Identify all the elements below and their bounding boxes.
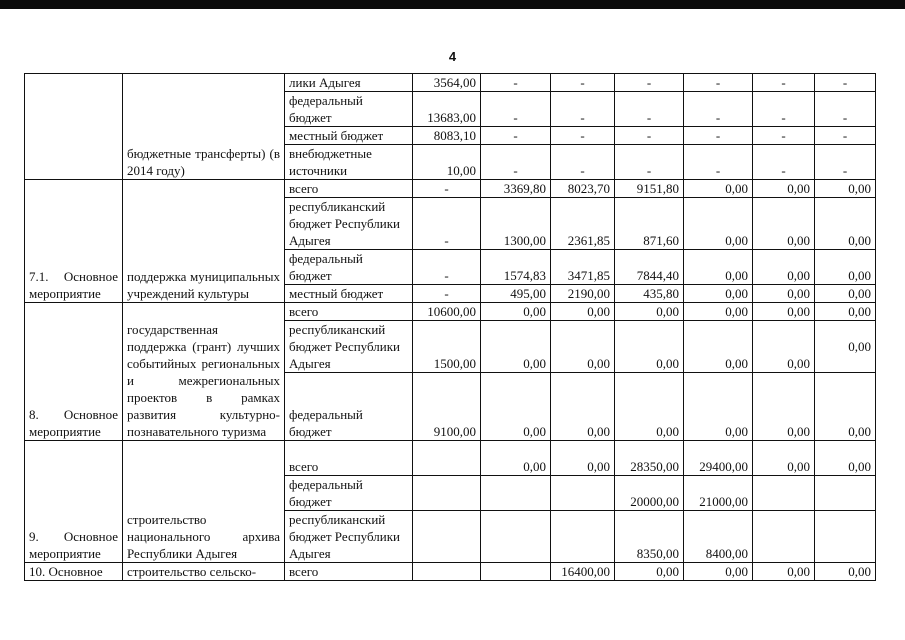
value-cell: - (753, 127, 815, 145)
source-cell: республиканский бюджет Республики Адыгея (285, 511, 413, 563)
value-cell: 0,00 (753, 373, 815, 441)
value-cell: - (551, 92, 615, 127)
value-cell: 0,00 (551, 373, 615, 441)
value-cell: 0,00 (481, 321, 551, 373)
value-cell: - (615, 145, 684, 180)
value-cell: 21000,00 (684, 476, 753, 511)
main-event-cell: 8. Основное мероприятие (25, 303, 123, 441)
scan-top-border (0, 0, 905, 9)
value-cell: 0,00 (815, 285, 876, 303)
table-row (25, 303, 876, 321)
value-cell: - (753, 74, 815, 92)
budget-table (24, 73, 876, 581)
value-cell: 0,00 (481, 373, 551, 441)
value-cell: 0,00 (684, 250, 753, 285)
value-cell: 0,00 (684, 303, 753, 321)
value-cell: 0,00 (753, 180, 815, 198)
value-cell: 8083,10 (413, 127, 481, 145)
main-event-cell: 9. Основное мероприятие (25, 441, 123, 563)
value-cell: 20000,00 (615, 476, 684, 511)
value-cell (413, 511, 481, 563)
value-cell: 0,00 (815, 180, 876, 198)
value-cell: 0,00 (551, 441, 615, 476)
value-cell (413, 476, 481, 511)
value-cell: 8350,00 (615, 511, 684, 563)
source-cell: лики Адыгея (285, 74, 413, 92)
value-cell (481, 476, 551, 511)
value-cell: 0,00 (615, 321, 684, 373)
source-cell: местный бюджет (285, 285, 413, 303)
value-cell: 871,60 (615, 198, 684, 250)
value-cell: 0,00 (815, 250, 876, 285)
source-cell: федеральный бюджет (285, 373, 413, 441)
value-cell: 0,00 (551, 303, 615, 321)
value-cell: 0,00 (684, 373, 753, 441)
source-cell: федеральный бюджет (285, 92, 413, 127)
value-cell: 2361,85 (551, 198, 615, 250)
value-cell: - (413, 180, 481, 198)
value-cell (481, 563, 551, 581)
value-cell: 0,00 (815, 441, 876, 476)
value-cell: 0,00 (815, 303, 876, 321)
value-cell: - (684, 145, 753, 180)
value-cell: - (615, 92, 684, 127)
table-row (25, 441, 876, 476)
value-cell: - (815, 92, 876, 127)
source-cell: местный бюджет (285, 127, 413, 145)
value-cell: 0,00 (753, 285, 815, 303)
value-cell: 28350,00 (615, 441, 684, 476)
value-cell: 0,00 (684, 180, 753, 198)
value-cell: 0,00 (815, 373, 876, 441)
value-cell (815, 511, 876, 563)
value-cell: 10600,00 (413, 303, 481, 321)
value-cell: - (753, 145, 815, 180)
source-cell: всего (285, 303, 413, 321)
table-row (25, 74, 876, 92)
value-cell: 0,00 (753, 250, 815, 285)
activity-cell: государственная поддержка (грант) лучших событийных региональных и межрегиональных проектов в рамках развития культурно-познавательного туризма (123, 303, 285, 441)
value-cell: - (413, 198, 481, 250)
value-cell: 435,80 (615, 285, 684, 303)
value-cell: - (551, 74, 615, 92)
value-cell: - (753, 92, 815, 127)
value-cell: - (815, 127, 876, 145)
value-cell (551, 511, 615, 563)
value-cell (413, 441, 481, 476)
value-cell: 9151,80 (615, 180, 684, 198)
value-cell: 0,00 (481, 303, 551, 321)
value-cell: - (615, 127, 684, 145)
value-cell: 3471,85 (551, 250, 615, 285)
source-cell: внебюджетные источники (285, 145, 413, 180)
value-cell: 1500,00 (413, 321, 481, 373)
main-event-cell (25, 74, 123, 180)
value-cell: 0,00 (815, 321, 876, 373)
value-cell: - (481, 145, 551, 180)
value-cell: 0,00 (615, 303, 684, 321)
value-cell: - (815, 74, 876, 92)
value-cell: 3564,00 (413, 74, 481, 92)
value-cell: 8023,70 (551, 180, 615, 198)
table-row (25, 563, 876, 581)
value-cell: 10,00 (413, 145, 481, 180)
source-cell: республиканский бюджет Республики Адыгея (285, 321, 413, 373)
value-cell: 7844,40 (615, 250, 684, 285)
value-cell: 9100,00 (413, 373, 481, 441)
table-row (25, 180, 876, 198)
source-cell: всего (285, 441, 413, 476)
value-cell: 0,00 (753, 441, 815, 476)
value-cell: 1574,83 (481, 250, 551, 285)
main-event-cell: 10. Основное (25, 563, 123, 581)
value-cell (753, 511, 815, 563)
value-cell: 0,00 (815, 563, 876, 581)
value-cell (551, 476, 615, 511)
activity-cell: поддержка муниципальных учреждений культуры (123, 180, 285, 303)
value-cell: 0,00 (615, 373, 684, 441)
value-cell: - (413, 285, 481, 303)
value-cell: 495,00 (481, 285, 551, 303)
activity-cell: бюджетные трансферты) (в 2014 году) (123, 74, 285, 180)
value-cell: - (481, 92, 551, 127)
value-cell: 0,00 (481, 441, 551, 476)
value-cell: 0,00 (753, 563, 815, 581)
value-cell: 0,00 (684, 285, 753, 303)
value-cell: 16400,00 (551, 563, 615, 581)
value-cell: 0,00 (684, 321, 753, 373)
value-cell: - (551, 127, 615, 145)
source-cell: республиканский бюджет Республики Адыгея (285, 198, 413, 250)
value-cell (413, 563, 481, 581)
value-cell: - (684, 74, 753, 92)
value-cell: - (684, 92, 753, 127)
value-cell: 0,00 (684, 563, 753, 581)
value-cell (753, 476, 815, 511)
value-cell: - (615, 74, 684, 92)
value-cell: - (551, 145, 615, 180)
value-cell: 0,00 (615, 563, 684, 581)
value-cell (815, 476, 876, 511)
value-cell (481, 511, 551, 563)
source-cell: федеральный бюджет (285, 250, 413, 285)
value-cell: 0,00 (684, 198, 753, 250)
activity-cell: строительство национального архива Республики Адыгея (123, 441, 285, 563)
value-cell: 29400,00 (684, 441, 753, 476)
value-cell: 0,00 (753, 321, 815, 373)
value-cell: - (481, 74, 551, 92)
main-event-cell: 7.1. Основное мероприятие (25, 180, 123, 303)
page-number: 4 (448, 49, 457, 64)
value-cell: - (684, 127, 753, 145)
value-cell: 3369,80 (481, 180, 551, 198)
value-cell: - (413, 250, 481, 285)
value-cell: 0,00 (815, 198, 876, 250)
value-cell: 0,00 (753, 303, 815, 321)
value-cell: 0,00 (753, 198, 815, 250)
source-cell: всего (285, 180, 413, 198)
activity-cell: строительство сельско- (123, 563, 285, 581)
value-cell: 13683,00 (413, 92, 481, 127)
source-cell: федеральный бюджет (285, 476, 413, 511)
value-cell: 0,00 (551, 321, 615, 373)
value-cell: 8400,00 (684, 511, 753, 563)
value-cell: 1300,00 (481, 198, 551, 250)
value-cell: - (481, 127, 551, 145)
source-cell: всего (285, 563, 413, 581)
value-cell: 2190,00 (551, 285, 615, 303)
value-cell: - (815, 145, 876, 180)
